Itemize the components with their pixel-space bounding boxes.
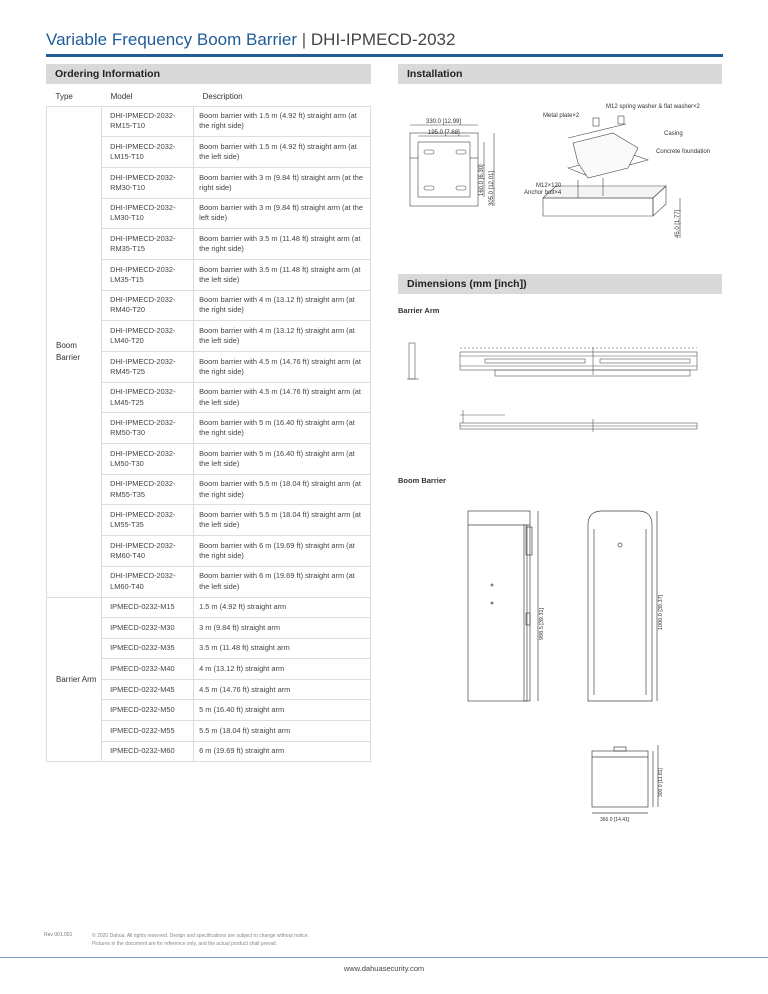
product-model: DHI-IPMECD-2032 bbox=[310, 30, 456, 49]
model-cell: DHI-IPMECD-2032-LM60-T40 bbox=[102, 566, 194, 597]
model-cell: IPMECD-0232-M15 bbox=[102, 597, 194, 618]
model-cell: DHI-IPMECD-2032-RM15-T10 bbox=[102, 106, 194, 137]
model-cell: DHI-IPMECD-2032-RM30-T10 bbox=[102, 167, 194, 198]
model-cell: DHI-IPMECD-2032-RM55-T35 bbox=[102, 474, 194, 505]
model-cell: IPMECD-0232-M40 bbox=[102, 659, 194, 680]
boom-barrier-drawing bbox=[462, 505, 672, 825]
description-cell: Boom barrier with 4.5 m (14.76 ft) straight arm (at the right side) bbox=[194, 352, 371, 383]
boom-barrier-top-view bbox=[592, 745, 658, 813]
label-anchor-bolt: Anchor bolt×4 bbox=[524, 190, 562, 196]
description-cell: Boom barrier with 1.5 m (4.92 ft) straight arm (at the right side) bbox=[194, 106, 371, 137]
foundation-drawing bbox=[543, 116, 680, 238]
description-cell: Boom barrier with 3 m (9.84 ft) straight arm (at the left side) bbox=[194, 198, 371, 229]
model-cell: DHI-IPMECD-2032-LM35-T15 bbox=[102, 259, 194, 290]
disclaimer-line: Pictures in the document are for reference only, and the actual product shall prevail. bbox=[92, 941, 278, 947]
description-cell: 5 m (16.40 ft) straight arm bbox=[194, 700, 371, 721]
description-cell: Boom barrier with 5.5 m (18.04 ft) straight arm (at the right side) bbox=[194, 474, 371, 505]
model-cell: DHI-IPMECD-2032-RM35-T15 bbox=[102, 229, 194, 260]
title-separator: | bbox=[301, 30, 307, 49]
boom-barrier-front-view bbox=[468, 511, 538, 701]
installation-drawing bbox=[398, 98, 722, 248]
description-cell: Boom barrier with 3 m (9.84 ft) straight arm (at the right side) bbox=[194, 167, 371, 198]
model-cell: DHI-IPMECD-2032-LM15-T10 bbox=[102, 137, 194, 168]
model-cell: DHI-IPMECD-2032-RM60-T40 bbox=[102, 536, 194, 567]
description-cell: 4 m (13.12 ft) straight arm bbox=[194, 659, 371, 680]
label-bolt-size: M12×120 bbox=[536, 183, 562, 189]
description-cell: Boom barrier with 4 m (13.12 ft) straight arm (at the left side) bbox=[194, 321, 371, 352]
model-cell: DHI-IPMECD-2032-RM45-T25 bbox=[102, 352, 194, 383]
boom-barrier-subheading: Boom Barrier bbox=[398, 476, 446, 485]
ordering-table bbox=[46, 88, 371, 762]
model-cell: DHI-IPMECD-2032-LM40-T20 bbox=[102, 321, 194, 352]
label-washer: M12 spring washer & flat washer×2 bbox=[606, 104, 700, 110]
description-cell: 4.5 m (14.76 ft) straight arm bbox=[194, 679, 371, 700]
model-cell: IPMECD-0232-M50 bbox=[102, 700, 194, 721]
label-metal-plate: Metal plate×2 bbox=[543, 113, 580, 119]
document-title bbox=[46, 30, 455, 50]
footer-rule bbox=[0, 957, 768, 958]
column-header-description: Description bbox=[194, 88, 371, 106]
type-cell: Boom Barrier bbox=[47, 106, 102, 597]
dim-front-height: 998.5 [39.31] bbox=[539, 607, 545, 640]
model-cell: DHI-IPMECD-2032-LM30-T10 bbox=[102, 198, 194, 229]
description-cell: Boom barrier with 5.5 m (18.04 ft) straight arm (at the left side) bbox=[194, 505, 371, 536]
dim-width-inner: 195.0 [7.68] bbox=[428, 130, 460, 136]
dimensions-heading: Dimensions (mm [inch]) bbox=[398, 274, 722, 294]
ordering-heading: Ordering Information bbox=[46, 64, 371, 84]
table-row bbox=[47, 597, 371, 618]
model-cell: IPMECD-0232-M45 bbox=[102, 679, 194, 700]
description-cell: Boom barrier with 3.5 m (11.48 ft) straight arm (at the left side) bbox=[194, 259, 371, 290]
description-cell: 5.5 m (18.04 ft) straight arm bbox=[194, 721, 371, 742]
description-cell: 3 m (9.84 ft) straight arm bbox=[194, 618, 371, 639]
model-cell: DHI-IPMECD-2032-LM55-T35 bbox=[102, 505, 194, 536]
description-cell: Boom barrier with 1.5 m (4.92 ft) straight arm (at the left side) bbox=[194, 137, 371, 168]
description-cell: Boom barrier with 3.5 m (11.48 ft) straight arm (at the right side) bbox=[194, 229, 371, 260]
model-cell: DHI-IPMECD-2032-LM45-T25 bbox=[102, 382, 194, 413]
description-cell: 1.5 m (4.92 ft) straight arm bbox=[194, 597, 371, 618]
dim-base-width: 366.0 [14.41] bbox=[600, 817, 630, 823]
table-row bbox=[47, 106, 371, 137]
description-cell: Boom barrier with 6 m (19.69 ft) straight arm (at the right side) bbox=[194, 536, 371, 567]
column-header-model: Model bbox=[102, 88, 194, 106]
dim-height-inner: 160.0 [6.30] bbox=[479, 164, 485, 196]
barrier-arm-drawing bbox=[405, 335, 705, 440]
description-cell: Boom barrier with 4 m (13.12 ft) straight arm (at the right side) bbox=[194, 290, 371, 321]
copyright-line: © 2020 Dahua. All rights reserved. Design and specifications are subject to change without notice. bbox=[92, 933, 309, 939]
title-rule bbox=[46, 54, 723, 57]
model-cell: IPMECD-0232-M60 bbox=[102, 741, 194, 762]
column-header-type: Type bbox=[47, 88, 102, 106]
model-cell: DHI-IPMECD-2032-LM50-T30 bbox=[102, 444, 194, 475]
type-cell: Barrier Arm bbox=[47, 597, 102, 762]
description-cell: Boom barrier with 6 m (19.69 ft) straight arm (at the left side) bbox=[194, 566, 371, 597]
description-cell: Boom barrier with 4.5 m (14.76 ft) straight arm (at the left side) bbox=[194, 382, 371, 413]
copyright-notice bbox=[92, 932, 309, 948]
dim-height-outer: 305.0 [12.01] bbox=[489, 170, 495, 206]
installation-heading: Installation bbox=[398, 64, 722, 84]
description-cell: Boom barrier with 5 m (16.40 ft) straight arm (at the right side) bbox=[194, 413, 371, 444]
dim-depth: 45.0 [1.77] bbox=[675, 209, 681, 238]
description-cell: Boom barrier with 5 m (16.40 ft) straight arm (at the left side) bbox=[194, 444, 371, 475]
product-name: Variable Frequency Boom Barrier bbox=[46, 30, 298, 49]
boom-barrier-side-view bbox=[588, 511, 657, 701]
revision-number: Rev 001.001 bbox=[44, 932, 73, 938]
model-cell: DHI-IPMECD-2032-RM50-T30 bbox=[102, 413, 194, 444]
dim-side-height: 1000.0 [39.37] bbox=[658, 594, 664, 630]
model-cell: IPMECD-0232-M55 bbox=[102, 721, 194, 742]
description-cell: 3.5 m (11.48 ft) straight arm bbox=[194, 638, 371, 659]
model-cell: DHI-IPMECD-2032-RM40-T20 bbox=[102, 290, 194, 321]
model-cell: IPMECD-0232-M35 bbox=[102, 638, 194, 659]
description-cell: 6 m (19.69 ft) straight arm bbox=[194, 741, 371, 762]
dim-base-depth: 300.0 [11.81] bbox=[658, 768, 664, 797]
website-link[interactable]: www.dahuasecurity.com bbox=[343, 964, 425, 973]
dim-width-outer: 330.0 [12.99] bbox=[426, 119, 462, 125]
label-concrete-foundation: Concrete foundation bbox=[656, 149, 711, 155]
model-cell: IPMECD-0232-M30 bbox=[102, 618, 194, 639]
label-casing: Casing bbox=[664, 131, 683, 137]
barrier-arm-subheading: Barrier Arm bbox=[398, 306, 440, 315]
